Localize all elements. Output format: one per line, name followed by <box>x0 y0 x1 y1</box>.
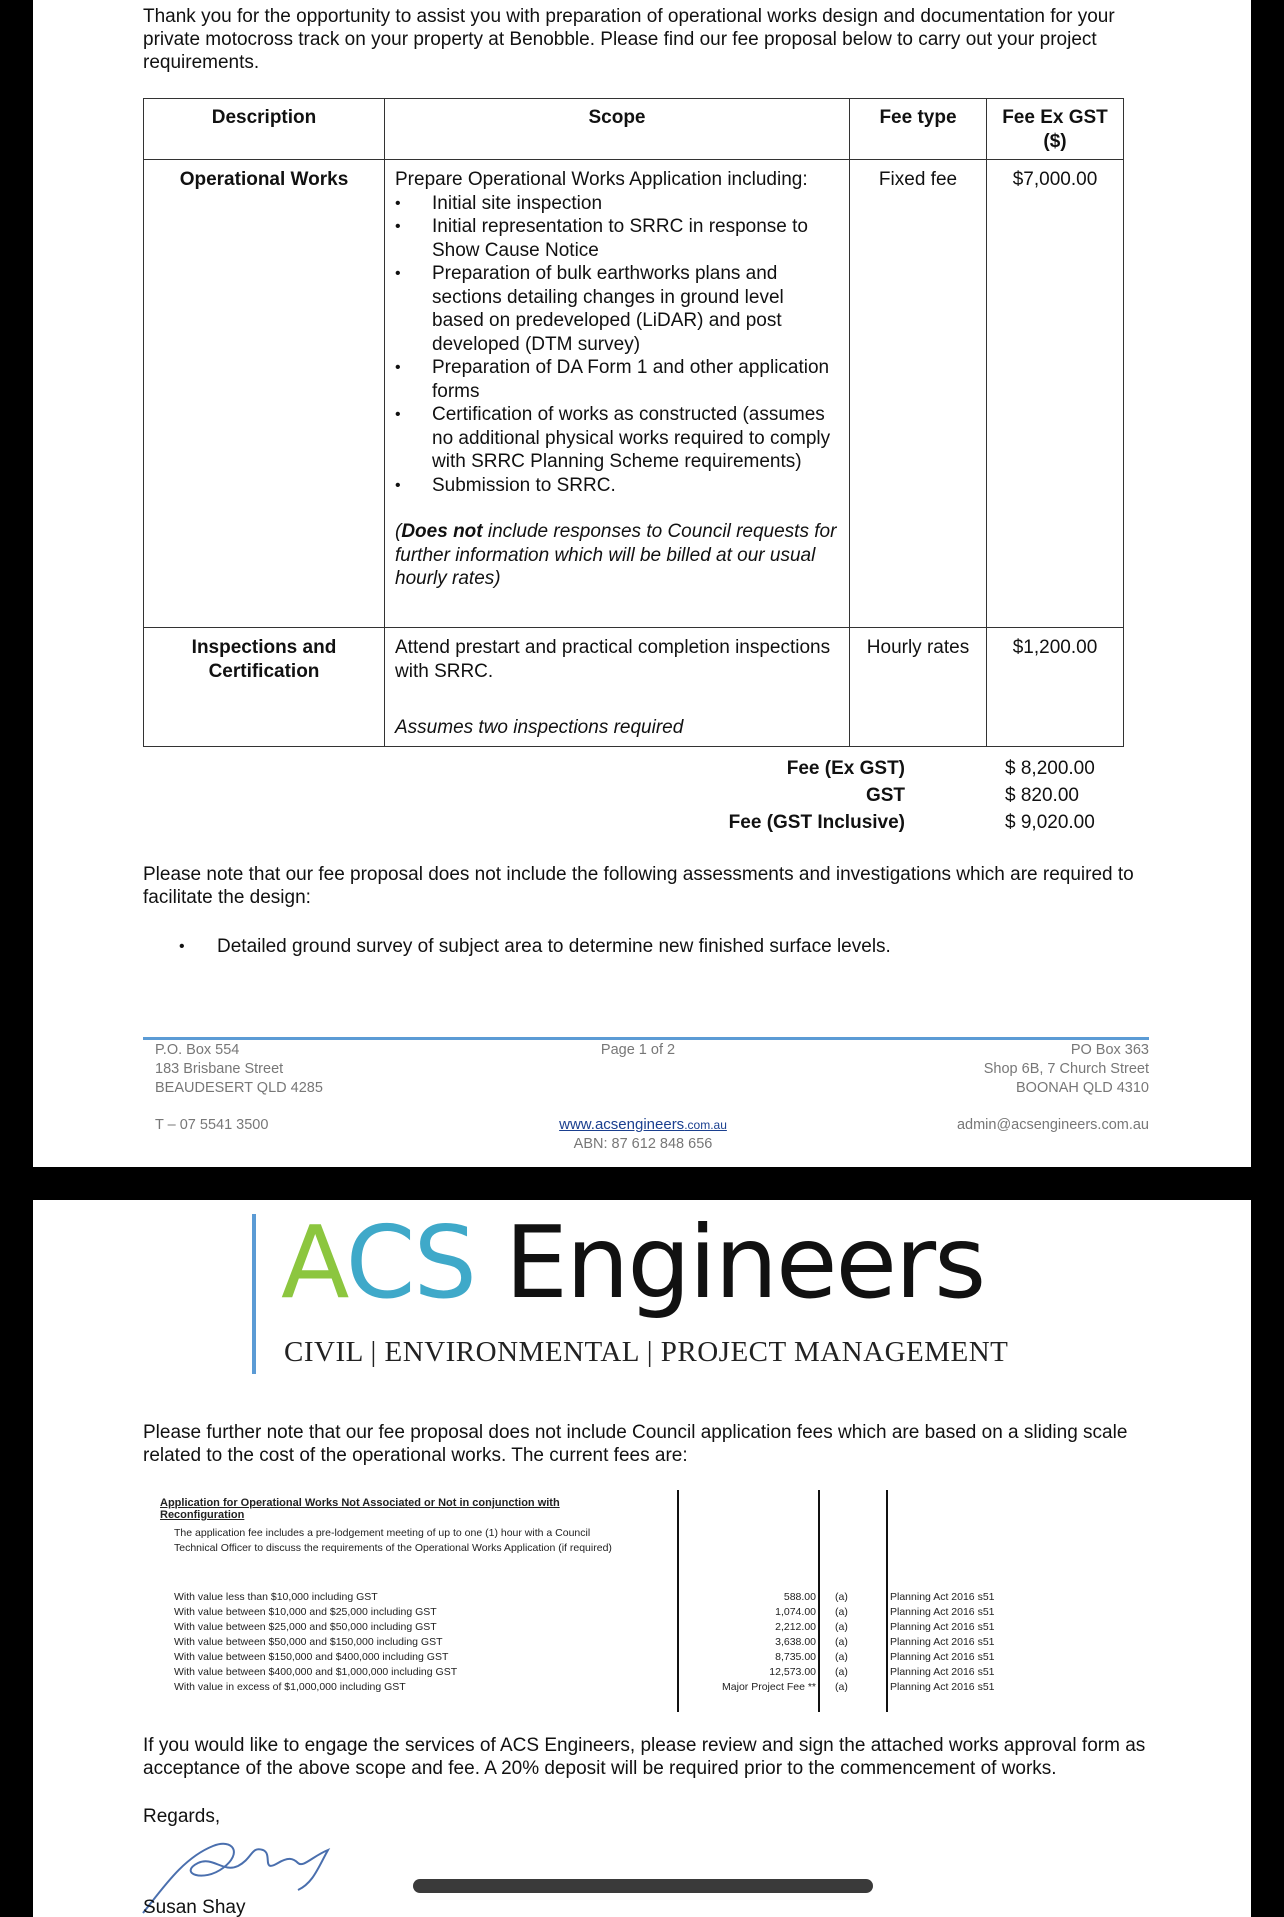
intro-paragraph: Thank you for the opportunity to assist you with preparation of operational works design and documentation for your private motocross track on your property at Benobble. Please find our fee proposal below to carry out your project requirements. <box>143 6 1115 73</box>
fee-table <box>143 98 1124 747</box>
council-fees-note: Please further note that our fee proposal does not include Council application fees which are based on a sliding scale related to the cost of the operational works. The current fees are: <box>143 1422 1128 1466</box>
fee-codes <box>835 1590 848 1695</box>
list-item: • Submission to SRRC. <box>432 474 839 498</box>
fee-code: (a) <box>835 1606 848 1618</box>
list-item: With value between $25,000 and $50,000 including GST <box>174 1621 437 1633</box>
column-divider <box>818 1490 820 1712</box>
fee-amount: 3,638.00 <box>775 1636 816 1648</box>
list-item: • Preparation of DA Form 1 and other application forms <box>432 356 839 403</box>
row-scope <box>385 160 850 628</box>
list-item: With value in excess of $1,000,000 including GST <box>174 1681 406 1693</box>
fee-amounts <box>683 1590 816 1695</box>
row-fee: $7,000.00 <box>987 160 1124 628</box>
fee-amount: Major Project Fee ** <box>722 1681 816 1693</box>
address-line: 183 Brisbane Street <box>155 1061 284 1077</box>
fee-reference: Planning Act 2016 s51 <box>890 1621 995 1633</box>
column-divider <box>677 1490 679 1712</box>
home-indicator[interactable] <box>413 1879 873 1893</box>
website-link[interactable]: www.acsengineers <box>559 1116 685 1133</box>
heading-line: Application for Operational Works Not Associated or Not in conjunction with <box>160 1497 560 1509</box>
fees-description <box>174 1526 612 1556</box>
logo-divider <box>252 1214 256 1374</box>
fee-amount: 588.00 <box>783 1591 816 1603</box>
heading-line: Reconfiguration <box>160 1509 245 1521</box>
fee-reference: Planning Act 2016 s51 <box>890 1636 995 1648</box>
fee-amount: 2,212.00 <box>775 1621 816 1633</box>
list-item: With value between $150,000 and $400,000 including GST <box>174 1651 449 1663</box>
total-value: $ 820.00 <box>1005 785 1079 806</box>
description-line: Technical Officer to discuss the requirements of the Operational Works Application (if required) <box>174 1542 612 1554</box>
exclusion-item: Detailed ground survey of subject area to determine new finished surface levels. <box>217 936 891 957</box>
table-row <box>144 628 1124 747</box>
fee-reference: Planning Act 2016 s51 <box>890 1606 995 1618</box>
address-line: BEAUDESERT QLD 4285 <box>155 1080 323 1096</box>
document-page-2 <box>33 1200 1251 1917</box>
fee-code: (a) <box>835 1591 848 1603</box>
scope-text: Attend prestart and practical completion inspections with SRRC. <box>395 637 831 682</box>
fees-heading <box>160 1497 560 1521</box>
fee-code: (a) <box>835 1621 848 1633</box>
scope-list <box>395 192 839 498</box>
document-page-1 <box>33 0 1251 1167</box>
exclusions-note: Please note that our fee proposal does not include the following assessments and investigations which are required to facilitate the design: <box>143 864 1134 908</box>
list-item: • Initial site inspection <box>432 192 839 216</box>
fee-code: (a) <box>835 1681 848 1693</box>
list-item: With value less than $10,000 including GST <box>174 1591 378 1603</box>
list-item: With value between $50,000 and $150,000 including GST <box>174 1636 443 1648</box>
regards-text: Regards, <box>143 1806 221 1827</box>
address-line: P.O. Box 554 <box>155 1042 240 1058</box>
fee-reference: Planning Act 2016 s51 <box>890 1591 995 1603</box>
fee-references <box>890 1590 995 1695</box>
table-row <box>144 160 1124 628</box>
logo-tagline: CIVIL | ENVIRONMENTAL | PROJECT MANAGEMENT <box>284 1336 1009 1368</box>
signatory-name: Susan Shay <box>143 1897 246 1917</box>
footer-address-right <box>913 1041 1149 1098</box>
fee-table-header <box>144 99 1124 160</box>
footer-address-left <box>155 1041 323 1098</box>
footer-abn: ABN: 87 612 848 656 <box>573 1136 713 1152</box>
list-item: • Preparation of bulk earthworks plans and sections detailing changes in ground level based on predeveloped (LiDAR) and post developed (DTM survey) <box>432 262 839 356</box>
fee-reference: Planning Act 2016 s51 <box>890 1681 995 1693</box>
engagement-paragraph: If you would like to engage the services of ACS Engineers, please review and sign the attached works approval form as acceptance of the above scope and fee. A 20% deposit will be required prior to the commencement of works. <box>143 1735 1146 1779</box>
footer-website[interactable] <box>463 1115 823 1135</box>
note-text: include responses to Council requests for further information which will be billed at our usual hourly rates) <box>395 521 837 589</box>
note-emphasis: Does not <box>401 521 483 542</box>
page-number: Page 1 of 2 <box>600 1042 676 1058</box>
row-description: Inspections and Certification <box>144 628 385 747</box>
header-fee: Fee Ex GST ($) <box>987 99 1124 160</box>
company-logo <box>281 1205 984 1320</box>
list-item: • Initial representation to SRRC in response to Show Cause Notice <box>432 215 839 262</box>
fee-code: (a) <box>835 1636 848 1648</box>
header-description: Description <box>144 99 385 160</box>
website-suffix[interactable]: .com.au <box>684 1118 727 1132</box>
fee-reference: Planning Act 2016 s51 <box>890 1666 995 1678</box>
row-fee-type: Fixed fee <box>850 160 987 628</box>
fee-reference: Planning Act 2016 s51 <box>890 1651 995 1663</box>
footer-divider <box>143 1037 1149 1040</box>
scope-intro: Prepare Operational Works Application including: <box>395 169 808 190</box>
fee-code: (a) <box>835 1651 848 1663</box>
header-scope: Scope <box>385 99 850 160</box>
column-divider <box>886 1490 888 1712</box>
logo-letter-a: A <box>281 1204 346 1321</box>
logo-word-engineers: Engineers <box>474 1204 985 1321</box>
row-scope <box>385 628 850 747</box>
total-label: Fee (GST Inclusive) <box>728 812 905 833</box>
row-fee: $1,200.00 <box>987 628 1124 747</box>
address-line: BOONAH QLD 4310 <box>1016 1080 1149 1096</box>
address-line: Shop 6B, 7 Church Street <box>983 1061 1149 1077</box>
fee-amount: 8,735.00 <box>775 1651 816 1663</box>
fee-labels <box>174 1590 457 1695</box>
fee-amount: 12,573.00 <box>769 1666 816 1678</box>
bullet-dot: • <box>179 938 185 955</box>
total-value: $ 9,020.00 <box>1005 812 1095 833</box>
fee-amount: 1,074.00 <box>775 1606 816 1618</box>
footer-email[interactable]: admin@acsengineers.com.au <box>956 1117 1149 1133</box>
scope-note: Assumes two inspections required <box>395 717 684 738</box>
list-item: With value between $400,000 and $1,000,000 including GST <box>174 1666 458 1678</box>
scope-note <box>395 520 839 591</box>
total-label: GST <box>865 785 905 806</box>
total-value: $ 8,200.00 <box>1005 758 1095 779</box>
row-description: Operational Works <box>144 160 385 628</box>
note-open: ( <box>395 521 402 542</box>
fee-code: (a) <box>835 1666 848 1678</box>
logo-letters-cs: CS <box>345 1204 475 1321</box>
total-label: Fee (Ex GST) <box>786 758 905 779</box>
address-line: PO Box 363 <box>1070 1042 1149 1058</box>
row-fee-type: Hourly rates <box>850 628 987 747</box>
footer-phone: T – 07 5541 3500 <box>155 1117 269 1133</box>
header-fee-type: Fee type <box>850 99 987 160</box>
description-line: The application fee includes a pre-lodgement meeting of up to one (1) hour with a Council <box>174 1527 591 1539</box>
list-item: With value between $10,000 and $25,000 including GST <box>174 1606 437 1618</box>
list-item: • Certification of works as constructed (assumes no additional physical works required to comply with SRRC Planning Scheme requirements) <box>432 403 839 474</box>
